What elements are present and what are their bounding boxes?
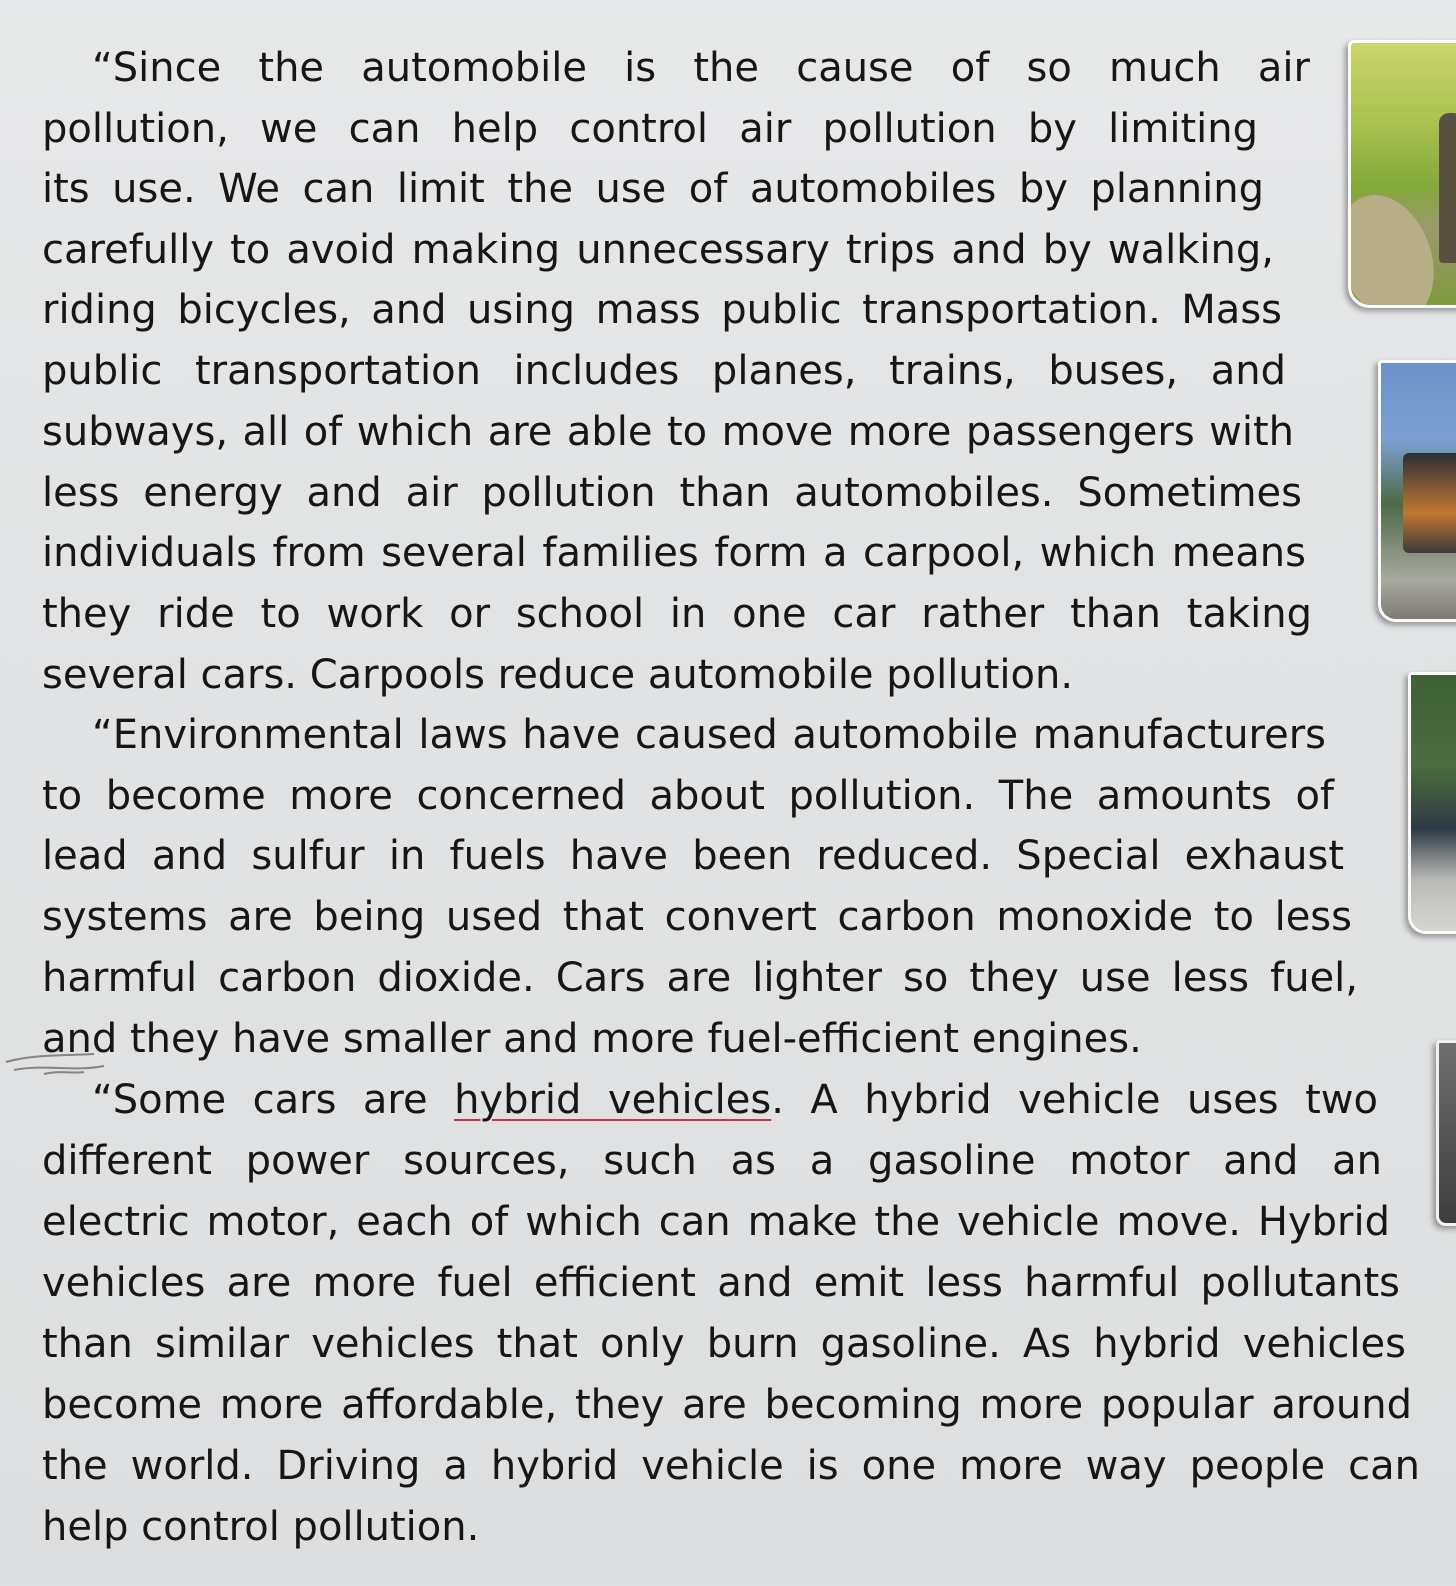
pencil-mark-icon [4, 1044, 114, 1084]
paragraph-3-line-1 [92, 1072, 1378, 1128]
photo-train [1378, 360, 1456, 622]
photo-walker-path [1348, 182, 1451, 308]
paragraph-1-line-3: its use. We can limit the use of automobiles by planning [42, 166, 1264, 212]
photo-walker [1348, 40, 1456, 308]
paragraph-2-line-5: harmful carbon dioxide. Cars are lighter so they use less fuel, [42, 955, 1358, 1001]
paragraph-3-line-3: electric motor, each of which can make the vehicle move. Hybrid [42, 1199, 1390, 1245]
paragraph-3-line-7: the world. Driving a hybrid vehicle is one more way people can [42, 1443, 1420, 1489]
paragraph-2-line-2: to become more concerned about pollution. The amounts of [42, 773, 1334, 819]
paragraph-1-line-8: less energy and air pollution than automobiles. Sometimes [42, 470, 1302, 516]
paragraph-3-line-1-rest: . A hybrid vehicle uses two [771, 1077, 1378, 1123]
photo-street [1408, 672, 1456, 934]
photo-train-car [1403, 453, 1456, 553]
photo-partial [1436, 1040, 1456, 1226]
hybrid-vehicles-term: hybrid vehicles [454, 1077, 772, 1123]
paragraph-2-line-6: and they have smaller and more fuel-efficient engines. [42, 1016, 1142, 1062]
paragraph-2-line-1: “Environmental laws have caused automobile manufacturers [92, 712, 1326, 758]
paragraph-3-line-4: vehicles are more fuel efficient and emit less harmful pollutants [42, 1260, 1400, 1306]
paragraph-3-line-5: than similar vehicles that only burn gasoline. As hybrid vehicles [42, 1321, 1406, 1367]
paragraph-2-line-3: lead and sulfur in fuels have been reduced. Special exhaust [42, 833, 1344, 879]
paragraph-1-line-7: subways, all of which are able to move more passengers with [42, 409, 1294, 455]
paragraph-1-line-1: “Since the automobile is the cause of so much air [92, 45, 1310, 91]
paragraph-3-line-6: become more affordable, they are becoming more popular around [42, 1382, 1412, 1428]
paragraph-1-line-4: carefully to avoid making unnecessary trips and by walking, [42, 227, 1274, 273]
paragraph-1-line-6: public transportation includes planes, trains, buses, and [42, 348, 1286, 394]
paragraph-3-line-8: help control pollution. [42, 1504, 480, 1550]
paragraph-2-line-4: systems are being used that convert carbon monoxide to less [42, 894, 1352, 940]
paragraph-3-line-2: different power sources, such as a gasoline motor and an [42, 1138, 1382, 1184]
paragraph-1-line-5: riding bicycles, and using mass public transportation. Mass [42, 287, 1282, 333]
paragraph-3-line-1-lead: “Some cars are [92, 1077, 455, 1123]
paragraph-1-line-10: they ride to work or school in one car rather than taking [42, 591, 1312, 637]
paragraph-1-line-2: pollution, we can help control air pollution by limiting [42, 106, 1258, 152]
photo-walker-figure [1439, 113, 1456, 263]
paragraph-1-line-11: several cars. Carpools reduce automobile pollution. [42, 652, 1074, 698]
paragraph-1-line-9: individuals from several families form a carpool, which means [42, 530, 1306, 576]
